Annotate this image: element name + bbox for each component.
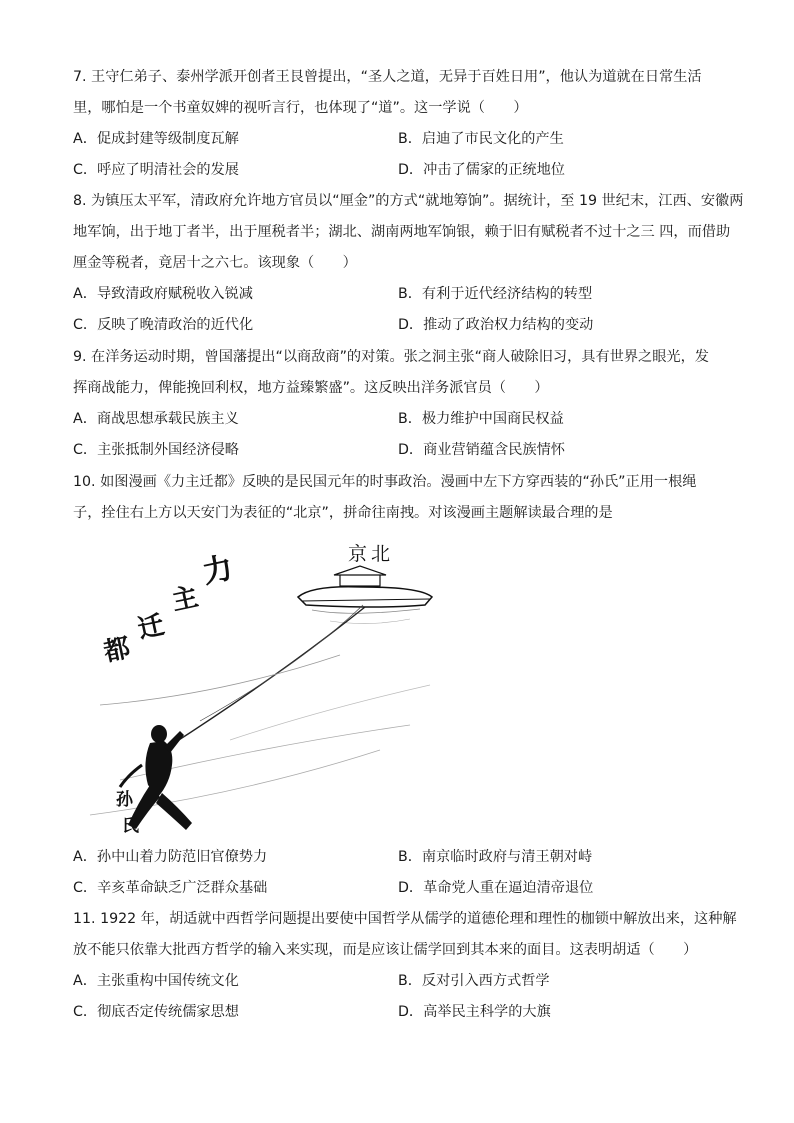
- q7-stem-line-2: 里，哪怕是一个书童奴婢的视听言行，也体现了“道”。这一学说（ ）: [73, 100, 528, 116]
- cartoon-title-char-1: 力: [199, 550, 237, 591]
- cartoon-title-char-2: 主: [169, 582, 201, 617]
- q8-option-b[interactable]: B．有利于近代经济结构的转型: [398, 286, 593, 302]
- q7-option-b[interactable]: B．启迪了市民文化的产生: [398, 131, 564, 147]
- q9-stem-line-1: 9. 在洋务运动时期，曾国藩提出“以商敌商”的对策。张之洞主张“商人破除旧习，具有世界之眼光，发: [73, 349, 709, 365]
- beijing-label: 京北: [348, 543, 395, 565]
- q7-option-a[interactable]: A．促成封建等级制度瓦解: [73, 131, 239, 147]
- cartoon-title-char-4: 都: [101, 633, 133, 668]
- q11-stem-line-2: 放不能只依靠大批西方哲学的输入来实现，而是应该让儒学回到其本来的面目。这表明胡适（ ）: [73, 942, 698, 958]
- tiananmen-drawing: [298, 566, 432, 624]
- q9-option-b[interactable]: B．极力维护中国商民权益: [398, 411, 564, 427]
- q10-stem-line-1: 10. 如图漫画《力主迁都》反映的是民国元年的时事政治。漫画中左下方穿西装的“孙氏”正用一根绳: [73, 474, 697, 490]
- q9-stem-line-2: 挥商战能力，俾能挽回利权，地方益臻繁盛”。这反映出洋务派官员（ ）: [73, 380, 549, 396]
- q10-option-d[interactable]: D．革命党人重在逼迫清帝退位: [398, 880, 594, 896]
- q11-option-d[interactable]: D．高举民主科学的大旗: [398, 1004, 551, 1020]
- q7-option-d[interactable]: D．冲击了儒家的正统地位: [398, 162, 565, 178]
- q9-option-d[interactable]: D．商业营销蕴含民族情怀: [398, 442, 565, 458]
- q9-option-c[interactable]: C．主张抵制外国经济侵略: [73, 442, 239, 458]
- q8-stem-line-2: 地军饷，出于地丁者半，出于厘税者半；湖北、湖南两地军饷银，赖于旧有赋税者不过十之三 四，而借助: [73, 224, 731, 240]
- q10-option-b[interactable]: B．南京临时政府与清王朝对峙: [398, 849, 593, 865]
- q11-stem-line-1: 11. 1922 年，胡适就中西哲学问题提出要使中国哲学从儒学的道德伦理和理性的枷锁中解放出来，这种解: [73, 911, 737, 927]
- cartoon-image: [80, 535, 460, 840]
- cartoon-title-char-3: 迁: [135, 610, 167, 645]
- q10-option-c[interactable]: C．辛亥革命缺乏广泛群众基础: [73, 880, 268, 896]
- q8-option-c[interactable]: C．反映了晚清政治的近代化: [73, 317, 254, 333]
- q7-option-c[interactable]: C．呼应了明清社会的发展: [73, 162, 239, 178]
- q10-option-a[interactable]: A．孙中山着力防范旧官僚势力: [73, 849, 268, 865]
- q11-option-b[interactable]: B．反对引入西方式哲学: [398, 973, 550, 989]
- q8-stem-line-3: 厘金等税者，竟居十之六七。该现象（ ）: [73, 255, 357, 271]
- sun-label-char-1: 孙: [116, 790, 133, 810]
- q8-option-a[interactable]: A．导致清政府赋税收入锐减: [73, 286, 253, 302]
- q8-option-d[interactable]: D．推动了政治权力结构的变动: [398, 317, 594, 333]
- sun-label-char-2: 氏: [122, 816, 139, 836]
- q11-option-c[interactable]: C．彻底否定传统儒家思想: [73, 1004, 239, 1020]
- q11-option-a[interactable]: A．主张重构中国传统文化: [73, 973, 239, 989]
- q7-stem-line-1: 7. 王守仁弟子、泰州学派开创者王艮曾提出，“圣人之道，无异于百姓日用”，他认为道就在日常生活: [73, 69, 702, 85]
- q9-option-a[interactable]: A．商战思想承载民族主义: [73, 411, 239, 427]
- q8-stem-line-1: 8. 为镇压太平军，清政府允许地方官员以“厘金”的方式“就地筹饷”。据统计，至 19 世纪末，江西、安徽两: [73, 193, 744, 209]
- q10-stem-line-2: 子，拴住右上方以天安门为表征的“北京”，拼命往南拽。对该漫画主题解读最合理的是: [73, 505, 613, 521]
